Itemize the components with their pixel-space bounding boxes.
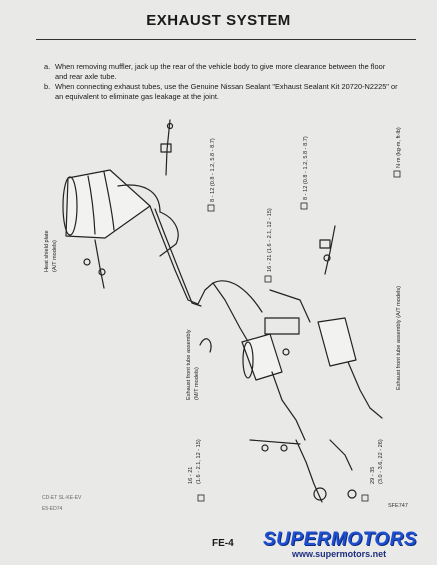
at-catalyst	[318, 318, 356, 366]
watermark-url: www.supermotors.net	[292, 549, 387, 559]
torque-label-1: 8 - 12 (0.8 - 1.2, 5.8 - 8.7)	[210, 138, 216, 202]
heat-shield-label: Heat shield plate	[44, 230, 50, 272]
torque-label-4b: (1.6 - 2.1, 12 - 15)	[196, 439, 202, 484]
tail-nut	[84, 259, 90, 265]
at-downpipe	[348, 362, 370, 408]
lower-tube	[272, 372, 305, 440]
main-tube-inner	[155, 209, 201, 306]
lower-hardware-line	[250, 440, 300, 444]
torque-icon	[208, 205, 214, 211]
note-a-line2: and rear axle tube.	[55, 72, 117, 81]
faint-code-2: E5-ED74	[42, 506, 63, 512]
faint-code-1: CD-ET SL-KE-EV	[42, 495, 82, 501]
front-tube-lower	[296, 440, 322, 502]
figure-code: SFE747	[388, 503, 408, 509]
main-tube	[150, 206, 256, 355]
rear-muffler	[66, 170, 150, 238]
front-tube-at-label: Exhaust front tube assembly (A/T models)	[396, 285, 402, 390]
torque-icon	[301, 203, 307, 209]
page-title: EXHAUST SYSTEM	[146, 12, 291, 29]
note-b-line2: an equivalent to eliminate gas leakage at the joint.	[55, 92, 219, 101]
torque-label-3: 16 - 21 (1.6 - 2.1, 12 - 15)	[267, 208, 273, 272]
tail-bolt	[99, 269, 105, 275]
right-gasket	[320, 240, 330, 248]
torque-icon	[265, 276, 271, 282]
lower-nut-2	[281, 445, 287, 451]
torque-label-5b: (3.0 - 3.6, 22 - 26)	[378, 439, 384, 484]
mid-hanger	[213, 281, 262, 312]
note-b-line1: When connecting exhaust tubes, use the Genuine Nissan Sealant "Exhaust Sealant Kit 20720-N2225" or	[55, 82, 398, 91]
torque-label-5a: 29 - 35	[370, 466, 376, 484]
torque-icon	[362, 495, 368, 501]
torque-label-2: 8 - 12 (0.8 - 1.2, 5.8 - 8.7)	[303, 136, 309, 200]
tail-hanger	[95, 240, 104, 288]
lower-bolt	[348, 490, 356, 498]
center-catalyst	[242, 334, 282, 380]
shield-hook	[160, 212, 178, 256]
torque-icon	[394, 171, 400, 177]
heat-shield-sublabel: (A/T models)	[52, 240, 58, 272]
top-bracket	[161, 144, 171, 152]
at-end	[370, 408, 382, 418]
watermark-logo: SUPERMOTORS	[263, 529, 418, 550]
front-tube-mt-sublabel: (M/T models)	[194, 367, 200, 400]
note-b-label: b.	[44, 82, 51, 91]
front-tube-mt-label: Exhaust front tube assembly	[186, 329, 192, 400]
flange-bolt	[283, 349, 289, 355]
note-a-label: a.	[44, 62, 51, 71]
note-a-line1: When removing muffler, jack up the rear of the vehicle body to give more clearance between the floor	[55, 62, 386, 71]
unit-legend: N·m (kg-m, ft-lb)	[396, 127, 402, 168]
lower-bracket	[330, 440, 352, 470]
lower-nut-1	[262, 445, 268, 451]
middle-flange	[265, 318, 299, 334]
torque-icon	[198, 495, 204, 501]
tube-hook	[200, 339, 211, 352]
right-stud	[325, 226, 335, 274]
torque-label-4a: 16 - 21	[188, 466, 194, 484]
page-number: FE-4	[212, 538, 234, 549]
joint-flange	[270, 290, 310, 322]
